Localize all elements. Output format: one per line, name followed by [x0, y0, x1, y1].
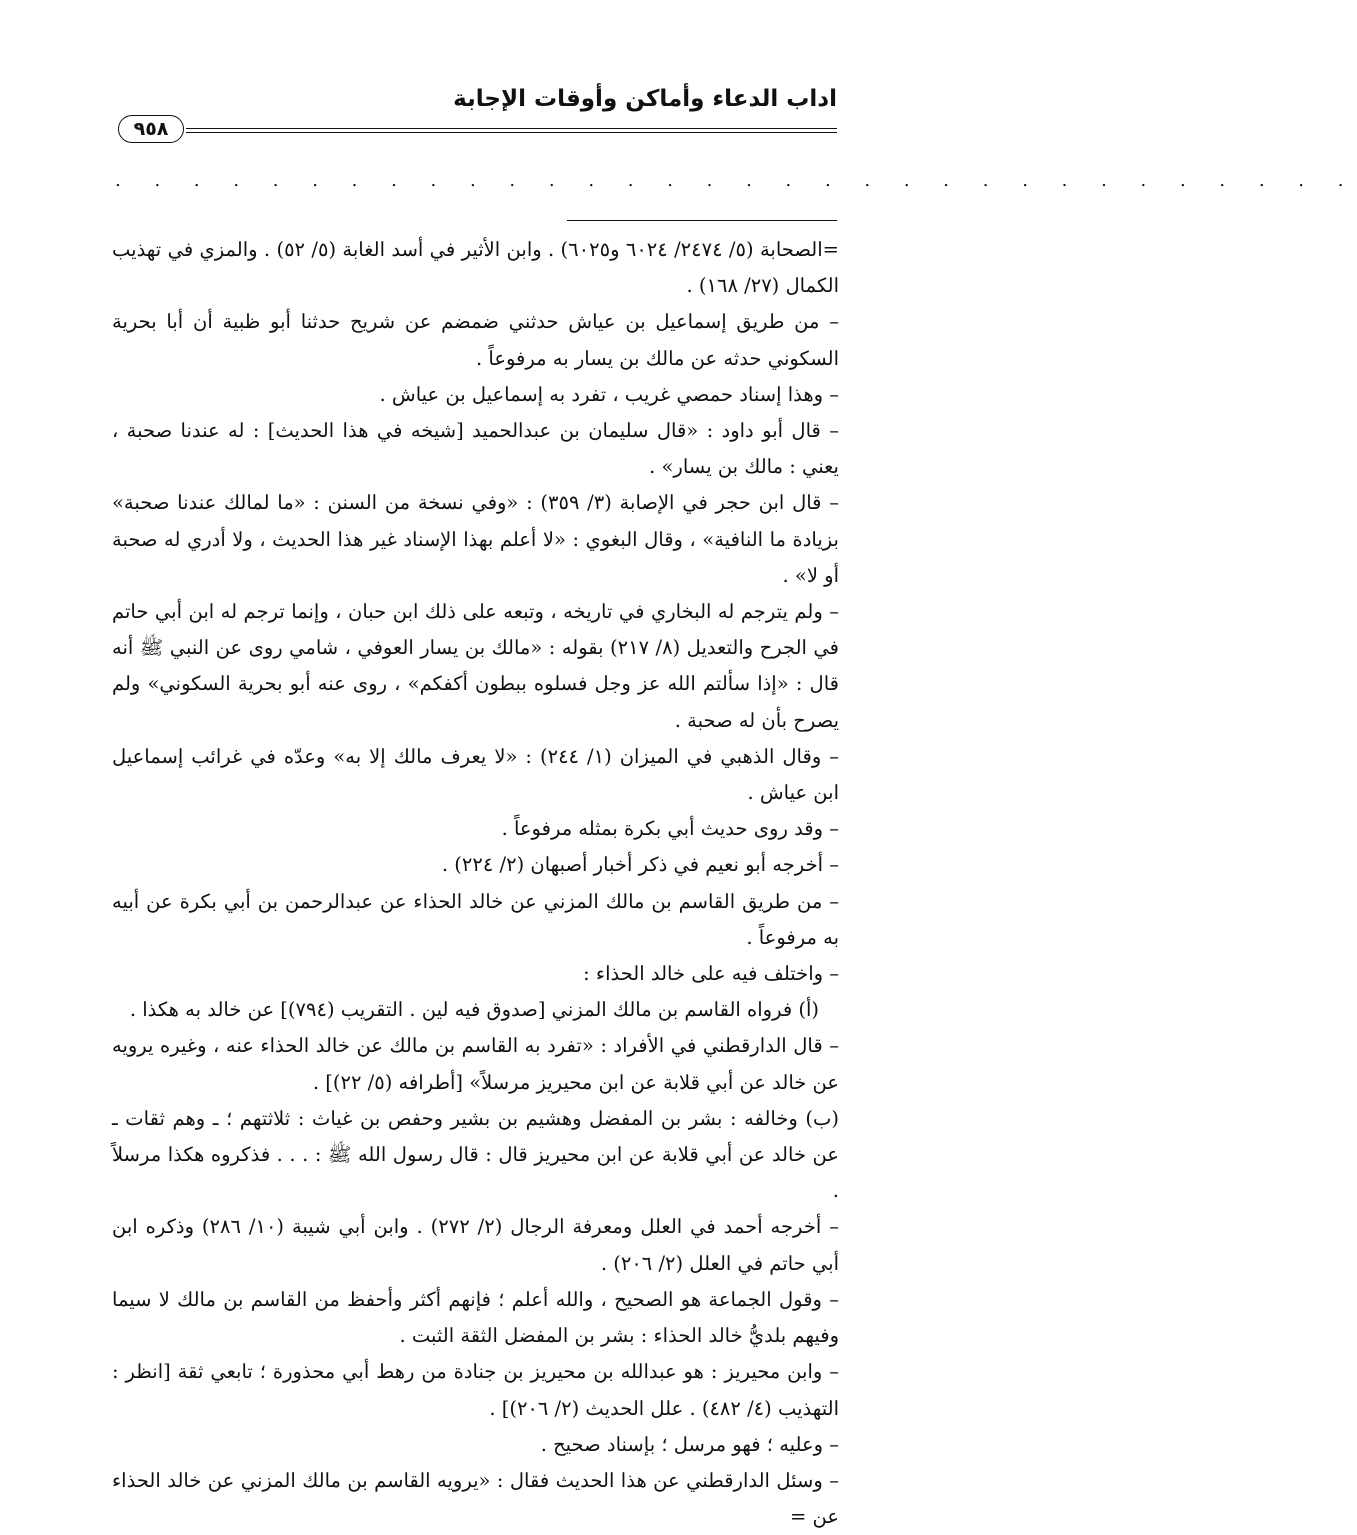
paragraph: =الصحابة (٥/ ٢٤٧٤/ ٦٠٢٤ و٦٠٢٥) . وابن الأثير في أسد الغابة (٥/ ٥٢) . والمزي في تهذيب الكمال (٢٧/ ١٦٨) . — [112, 238, 839, 298]
footnote-text — [112, 232, 839, 1535]
header-rule-second — [186, 132, 837, 133]
paragraph: – وابن محيريز : هو عبدالله بن محيريز بن جنادة من رهط أبي محذورة ؛ تابعي ثقة [انظر : التهذيب (٤/ ٤٨٢) . علل الحديث (٢/ ٢٠٦)] . — [112, 1360, 839, 1420]
paragraph: – قال أبو داود : «قال سليمان بن عبدالحميد [شيخه في هذا الحديث] : له عندنا صحبة ، يعني : مالك بن يسار» . — [112, 419, 839, 479]
paragraph: – وهذا إسناد حمصي غريب ، تفرد به إسماعيل بن عياش . — [379, 382, 839, 406]
paragraph: – وقول الجماعة هو الصحيح ، والله أعلم ؛ فإنهم أكثر وأحفظ من القاسم بن مالك لا سيما وفيهم بلديُّ خالد الحذاء : بشر بن المفضل الثقة الثبت . — [112, 1287, 839, 1348]
paragraph: – قال الدارقطني في الأفراد : «تفرد به القاسم بن مالك عن خالد الحذاء عنه ، وغيره يرويه عن خالد عن أبي قلابة عن ابن محيريز مرسلاً» [أطرافه (٥/ ٢٢)] . — [112, 1034, 839, 1094]
paragraph: – أخرجه أحمد في العلل ومعرفة الرجال (٢/ ٢٧٢) . وابن أبي شيبة (١٠/ ٢٨٦) وذكره ابن أبي حاتم في العلل (٢/ ٢٠٦) . — [112, 1215, 839, 1275]
paragraph: – أخرجه أبو نعيم في ذكر أخبار أصبهان (٢/ ٢٢٤) . — [441, 853, 839, 877]
page-number-badge: ٩٥٨ — [118, 115, 184, 143]
paragraph: – من طريق القاسم بن مالك المزني عن خالد الحذاء عن عبدالرحمن بن أبي بكرة عن أبيه به مرفوعاً . — [112, 889, 839, 949]
paragraph: – من طريق إسماعيل بن عياش حدثني ضمضم عن شريح حدثنا أبو ظبية أن أبا بحرية السكوني حدثه عن مالك بن يسار به مرفوعاً . — [112, 310, 839, 370]
paragraph: – وقد روى حديث أبي بكرة بمثله مرفوعاً . — [501, 817, 839, 841]
footnote-rule — [567, 220, 837, 221]
paragraph: (ب) وخالفه : بشر بن المفضل وهشيم بن بشير وحفص بن غياث : ثلاثتهم ؛ ـ وهم ثقات ـ عن خالد عن أبي قلابة عن ابن محيريز قال : قال رسول الله ﷺ : . . . فذكروه هكذا مرسلاً . — [112, 1106, 839, 1203]
dotted-separator: . . . . . . . . . . . . . . . . . . . . . . . . . . . . . . . . — [115, 170, 1357, 191]
paragraph: (أ) فرواه القاسم بن مالك المزني [صدوق فيه لين . التقريب (٧٩٤)] عن خالد به هكذا . — [129, 998, 819, 1022]
running-header-title: اداب الدعاء وأماكن وأوقات الإجابة — [453, 86, 837, 112]
header-rule — [186, 128, 837, 129]
paragraph: – واختلف فيه على خالد الحذاء : — [583, 962, 839, 986]
paragraph: – وسئل الدارقطني عن هذا الحديث فقال : «يرويه القاسم بن مالك المزني عن خالد الحذاء عن = — [112, 1468, 839, 1529]
paragraph: – وقال الذهبي في الميزان (١/ ٢٤٤) : «لا يعرف مالك إلا به» وعدّه في غرائب إسماعيل ابن عياش . — [112, 744, 839, 805]
paragraph: – قال ابن حجر في الإصابة (٣/ ٣٥٩) : «وفي نسخة من السنن : «ما لمالك عندنا صحبة» بزيادة ما النافية» ، وقال البغوي : «لا أعلم بهذا الإسناد غير هذا الحديث ، ولا أدري له صحبة أو لا» . — [112, 491, 839, 587]
paragraph: – وعليه ؛ فهو مرسل ؛ بإسناد صحيح . — [540, 1432, 839, 1456]
paragraph: – ولم يترجم له البخاري في تاريخه ، وتبعه على ذلك ابن حبان ، وإنما ترجم له ابن أبي حاتم في الجرح والتعديل (٨/ ٢١٧) بقوله : «مالك بن يسار العوفي ، شامي روى عن النبي ﷺ أنه قال : «إذا سألتم الله عز وجل فسلوه ببطون أكفكم» ، روى عنه أبو بحرية السكوني» ولم يصرح بأن له صحبة . — [112, 600, 839, 732]
